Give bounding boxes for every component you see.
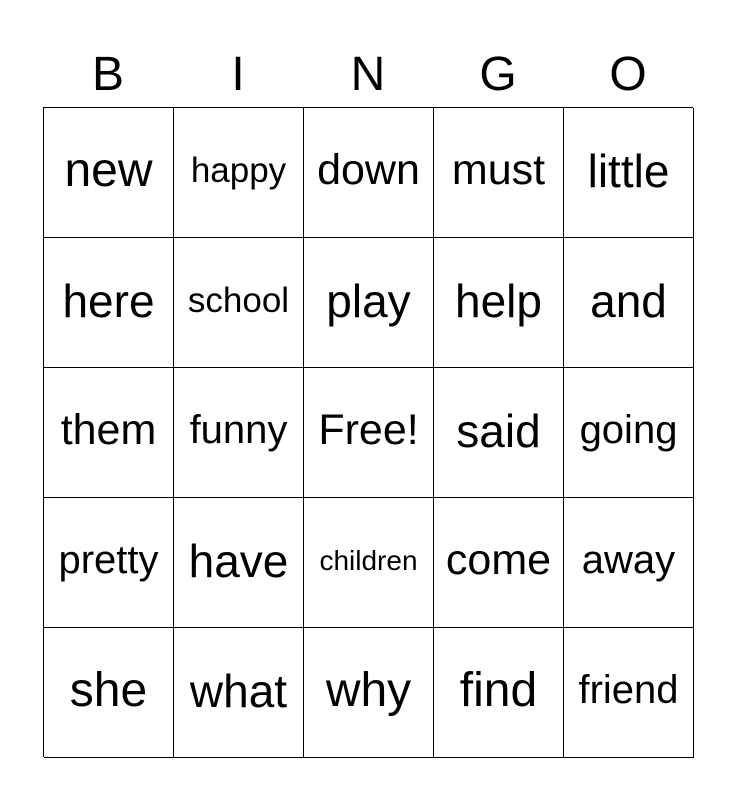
bingo-cell-r1-c4[interactable]: must	[434, 108, 564, 238]
bingo-cell-r3-c2[interactable]: funny	[174, 368, 304, 498]
bingo-cell-r5-c2[interactable]: what	[174, 628, 304, 758]
bingo-cell-r5-c5[interactable]: friend	[564, 628, 694, 758]
bingo-cell-r5-c1[interactable]: she	[44, 628, 174, 758]
bingo-cell-r4-c5[interactable]: away	[564, 498, 694, 628]
bingo-cell-r2-c2[interactable]: school	[174, 238, 304, 368]
bingo-cell-r2-c5[interactable]: and	[564, 238, 694, 368]
bingo-card-grid	[43, 107, 693, 757]
bingo-cell-r4-c1[interactable]: pretty	[44, 498, 174, 628]
bingo-cell-r4-c3[interactable]: children	[304, 498, 434, 628]
bingo-cell-r4-c4[interactable]: come	[434, 498, 564, 628]
header-letter-g: G	[479, 48, 517, 101]
bingo-cell-r3-c5[interactable]: going	[564, 368, 694, 498]
bingo-cell-r5-c3[interactable]: why	[304, 628, 434, 758]
bingo-cell-r1-c3[interactable]: down	[304, 108, 434, 238]
header-letter-o: O	[609, 48, 647, 101]
bingo-header	[43, 44, 693, 106]
bingo-cell-r1-c2[interactable]: happy	[174, 108, 304, 238]
bingo-cell-r2-c1[interactable]: here	[44, 238, 174, 368]
bingo-cell-r3-c1[interactable]: them	[44, 368, 174, 498]
bingo-cell-r2-c3[interactable]: play	[304, 238, 434, 368]
bingo-free-space[interactable]: Free!	[304, 368, 434, 498]
header-letter-n: N	[350, 48, 386, 101]
bingo-cell-r5-c4[interactable]: find	[434, 628, 564, 758]
bingo-cell-r4-c2[interactable]: have	[174, 498, 304, 628]
header-letter-b: B	[91, 48, 124, 101]
header-letter-i: I	[231, 48, 245, 101]
bingo-cell-r2-c4[interactable]: help	[434, 238, 564, 368]
bingo-cell-r1-c1[interactable]: new	[44, 108, 174, 238]
bingo-cell-r1-c5[interactable]: little	[564, 108, 694, 238]
bingo-cell-r3-c4[interactable]: said	[434, 368, 564, 498]
